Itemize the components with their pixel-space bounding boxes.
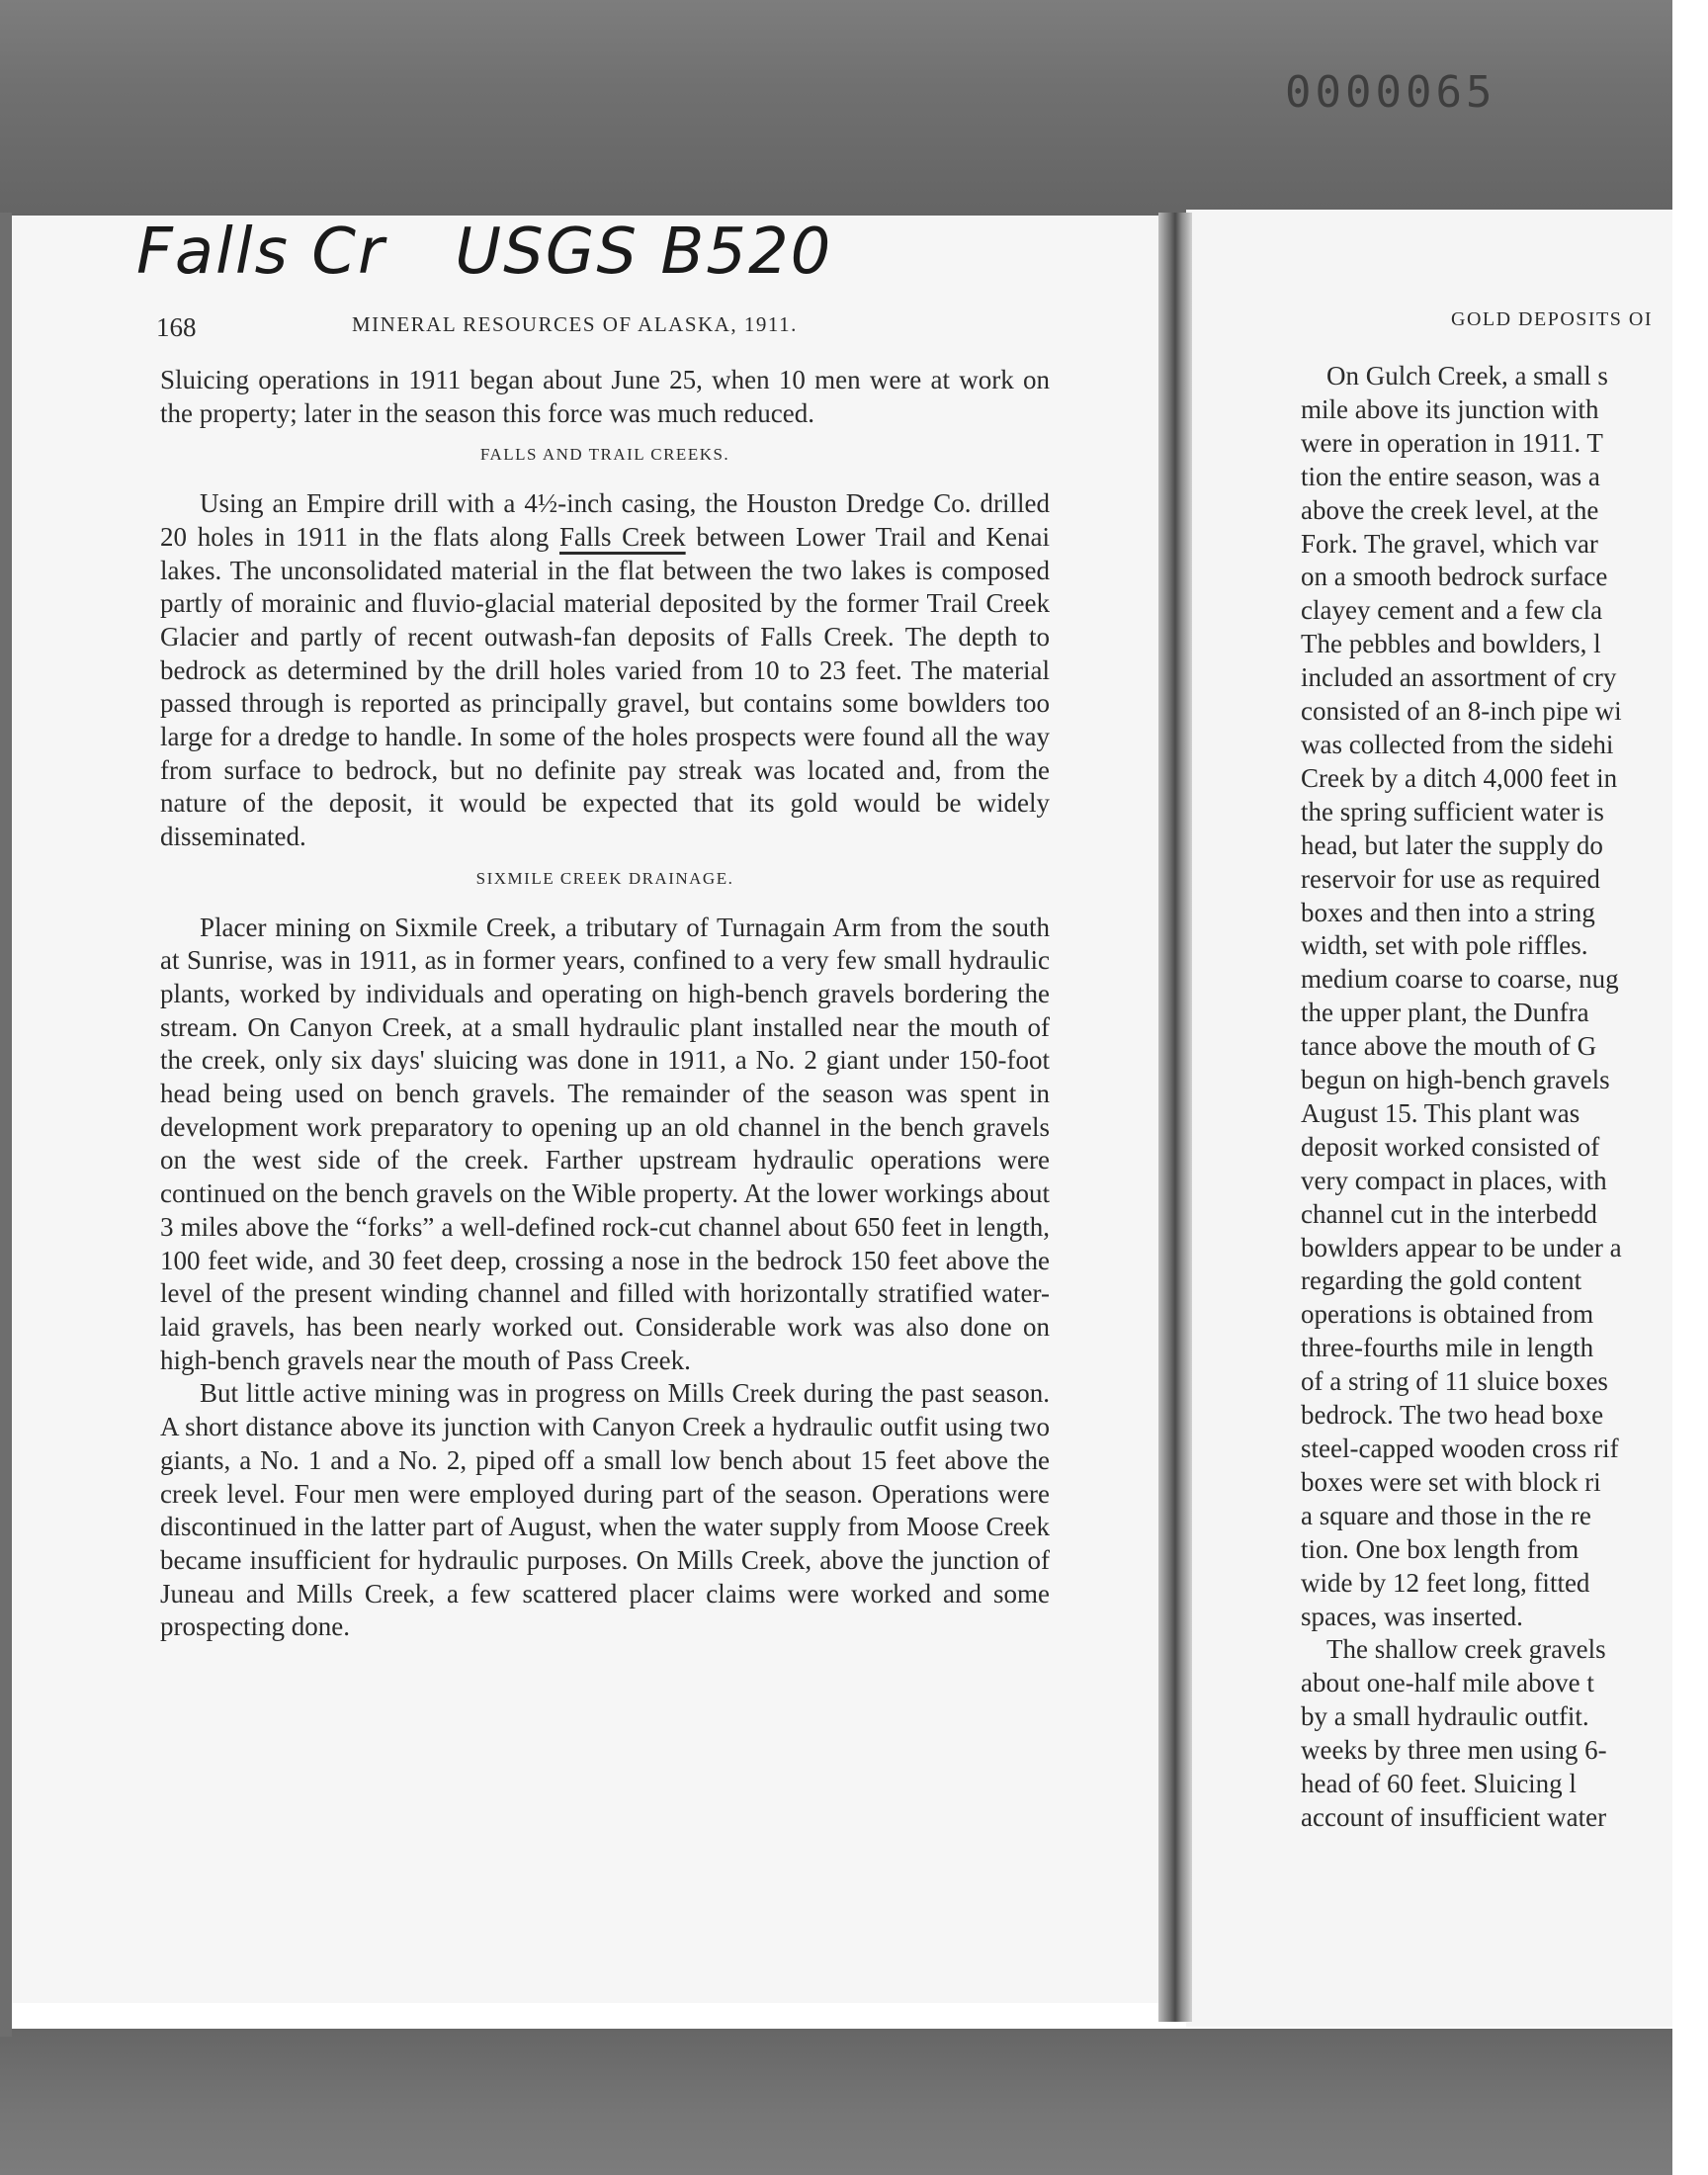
right-page-line: width, set with pole riffles. <box>1301 930 1588 961</box>
right-page-line: bedrock. The two head boxe <box>1301 1400 1604 1431</box>
scan-background-left <box>0 213 12 2037</box>
right-page-line: Fork. The gravel, which var <box>1301 528 1598 559</box>
right-page-line: weeks by three men using 6- <box>1301 1735 1607 1766</box>
right-page-line: boxes and then into a string <box>1301 897 1595 927</box>
falls-creek-underlined: Falls Creek <box>558 521 686 552</box>
section-heading-falls-trail: FALLS AND TRAIL CREEKS. <box>479 445 730 465</box>
sixmile-paragraph-2: But little active mining was in progress on Mills Creek during the past season. A short distance above its junction with Canyon Creek a hydraulic outfit using two giants, a No. 1 and a No. 2, piped off a small low bench about 15 feet above the creek level. Four men were employed during part of the season. Operations were discontinued in the latter part of August, when the water supply from Moose Creek became insufficient for hydraulic purposes. On Mills Creek, above the junction of Juneau and Mills Creek, a few scattered placer claims were worked and some prospecting done. <box>160 1378 1050 1642</box>
falls-paragraph-start: Using an Empire drill with a 4½-inch casing, the Houston Dredge Co. drilled 20 holes in 1911 in the flats along <box>160 488 1050 552</box>
handwritten-note-part2: USGS B520 <box>455 216 833 289</box>
right-page-line: steel-capped wooden cross rif <box>1301 1434 1619 1463</box>
scan-background-bottom <box>0 2029 1672 2175</box>
right-page-line: On Gulch Creek, a small s <box>1326 361 1608 391</box>
left-page-body <box>160 364 1050 1644</box>
intro-paragraph: Sluicing operations in 1911 began about June 25, when 10 men were at work on the property; later in the season this force was much reduced. <box>160 365 1050 428</box>
right-page-line: deposit worked consisted of <box>1301 1131 1600 1162</box>
right-page-line: head, but later the supply do <box>1301 829 1603 860</box>
right-page-line: Creek by a ditch 4,000 feet in <box>1301 762 1618 793</box>
right-page-line: mile above its junction with <box>1301 393 1599 424</box>
right-page-line: account of insufficient water <box>1301 1801 1607 1832</box>
right-page-line: reservoir for use as required <box>1301 863 1600 894</box>
right-page-line: channel cut in the interbedd <box>1301 1198 1597 1229</box>
right-page-line: medium coarse to coarse, nug <box>1301 964 1619 995</box>
sixmile-paragraph-1: Placer mining on Sixmile Creek, a tributary of Turnagain Arm from the south at Sunrise, was in 1911, as in former years, confined to a very few small hydraulic plants, worked by individuals and operating on high-bench gravels bordering the stream. On Canyon Creek, at a small hydraulic plant installed near the mouth of the creek, only six days' sluicing was done in 1911, a No. 2 giant under 150-foot head being used on bench gravels. The remainder of the season was spent in development work preparatory to opening up an old channel in the bench gravels on the west side of the creek. Farther upstream hydraulic operations were continued on the bench gravels on the Wible property. At the lower workings about 3 miles above the “forks” a well-defined rock-cut channel about 650 feet in length, 100 feet wide, and 30 feet deep, crossing a nose in the bedrock 150 feet above the level of the present winding channel and filled with horizontally stratified water-laid gravels, has been nearly worked out. Considerable work was also done on high-bench gravels near the mouth of Pass Creek. <box>160 912 1050 1375</box>
right-page-line: bowlders appear to be under a <box>1301 1232 1622 1262</box>
scan-margin-right <box>1672 0 1708 2175</box>
section-heading-sixmile: SIXMILE CREEK DRAINAGE. <box>475 868 734 888</box>
right-page-line: the spring sufficient water is <box>1301 796 1604 826</box>
right-page-line: begun on high-bench gravels <box>1301 1065 1610 1095</box>
right-page-line: three-fourths mile in length <box>1301 1333 1594 1363</box>
right-page-line: spaces, was inserted. <box>1301 1601 1523 1631</box>
right-page-line: of a string of 11 sluice boxes <box>1301 1366 1608 1397</box>
right-page-line: head of 60 feet. Sluicing l <box>1301 1769 1577 1799</box>
right-page-line: August 15. This plant was <box>1301 1097 1580 1128</box>
right-page-line: was collected from the sidehi <box>1301 729 1614 759</box>
left-running-head: MINERAL RESOURCES OF ALASKA, 1911. <box>352 312 798 336</box>
falls-paragraph-end: between Lower Trail and Kenai lakes. The unconsolidated material in the flat between the two lakes is composed partly of morainic and fluvio-glacial material deposited by the former Trail Creek Glacier and partly of recent outwash-fan deposits of Falls Creek. The depth to bedrock as determined by the drill holes varied from 10 to 23 feet. The material passed through is reported as principally gravel, but contains some bowlders too large for a dredge to handle. In some of the holes prospects were found all the way from surface to bedrock, but no definite pay streak was located and, from the nature of the deposit, it would be expected that its gold would be widely disseminated. <box>160 521 1050 852</box>
right-page-line: above the creek level, at the <box>1301 494 1599 525</box>
right-page-line: The shallow creek gravels <box>1326 1634 1606 1665</box>
right-page-line: tion. One box length from <box>1301 1533 1580 1564</box>
right-page-line: regarding the gold content <box>1301 1265 1582 1296</box>
right-running-head: GOLD DEPOSITS OI <box>1451 308 1653 330</box>
right-page-line: clayey cement and a few cla <box>1301 595 1603 626</box>
right-page-line: The pebbles and bowlders, l <box>1301 629 1601 659</box>
right-page-line: included an assortment of cry <box>1301 662 1617 693</box>
scan-serial-number: 0000065 <box>1285 67 1496 118</box>
right-page-line: were in operation in 1911. T <box>1301 427 1603 458</box>
right-page-line: wide by 12 feet long, fitted <box>1301 1567 1590 1598</box>
handwritten-note-part1: Falls Cr <box>136 216 386 289</box>
falls-creek-paragraph <box>160 487 1050 854</box>
handwritten-annotation <box>136 216 832 289</box>
right-page-line: tion the entire season, was a <box>1301 461 1600 491</box>
right-page-line: on a smooth bedrock surface <box>1301 562 1608 592</box>
right-page-line: operations is obtained from <box>1301 1299 1594 1330</box>
book-spine <box>1158 213 1192 2022</box>
right-page-line: boxes were set with block ri <box>1301 1466 1601 1497</box>
page-number: 168 <box>156 312 197 342</box>
right-page-line: the upper plant, the Dunfra <box>1301 998 1589 1028</box>
right-page-line: about one-half mile above t <box>1301 1668 1594 1698</box>
right-page-body <box>1301 360 1672 1835</box>
right-page-line: very compact in places, with <box>1301 1165 1607 1195</box>
right-page-line: by a small hydraulic outfit. <box>1301 1701 1589 1732</box>
right-page-line: a square and those in the re <box>1301 1500 1591 1530</box>
right-page-line: tance above the mouth of G <box>1301 1031 1597 1062</box>
right-page-line: consisted of an 8-inch pipe wi <box>1301 696 1622 727</box>
